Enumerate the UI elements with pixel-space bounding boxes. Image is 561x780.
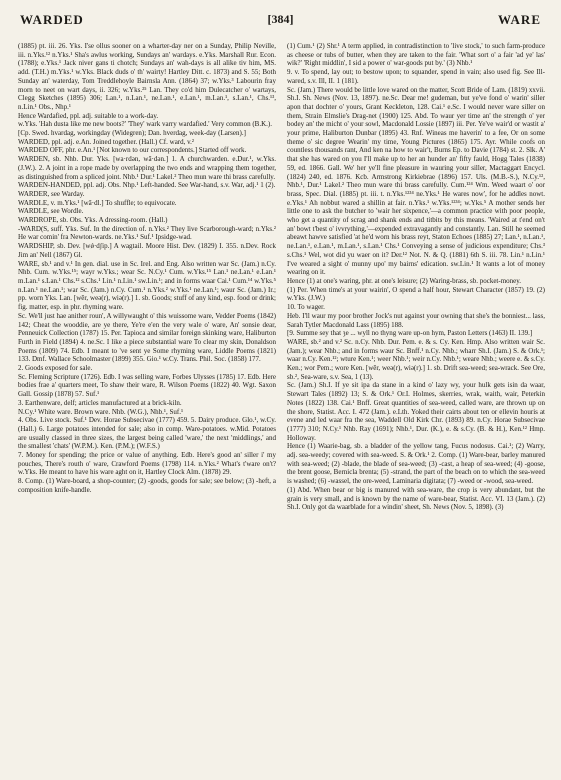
entry-paragraph: WARDROPE, sb. Obs. Yks. A dressing-room. (Hall.) [18,216,168,225]
entry-paragraph: 10. To wager. [287,303,325,312]
entry-paragraph: WARDED, ppl. adj. e.An. Joined together. (Hall.) Cf. ward, v.² [18,137,195,146]
entry-paragraph: WARDEN-HANDED, ppl. adj. Obs. Nhp.¹ Left-handed. See War-hand, s.v. War, adj.¹ 1 (2). [18,181,276,190]
entry-paragraph: Sc. (Jam.) Sh.I. If ye sit ipa da stane in a kind o' lazy wy, your hulk gets isin da waar, Stewart Tales (1892) 13; S. & Ork.¹ Or.I. Holmes, skerries, wrak, waith, wair, Peterkin Notes (1822) 138. Cai.¹ Bnff. Great quantities of sea-weed, called ware, are thrown up on the shore, Statist. Acc. I. 472 (Jam.). e.Lth. Yoked their cairts about ten or ellevin houris at evene and led waar fra the sea, Waddell Old Kirk Chr. (1893) 89. n.Cy. Horae Subsecivae (1777) 310; N.Cy.¹ Nhb. Ray (1691); Nhb.¹, Dur. (K.), e. & s.Cy. (B. & H.), Ken.¹² Hmp. Holloway. [287,381,545,442]
entry-paragraph: Sc. We'll just hae anither roun', A willywaught o' this wuissome ware, Vedder Poems (1842) 142; Cheat the wooddie, are ye there, Ye're e'en the very wale o' ware, An' sonsie dear, Penneuick Collection (1787) 15. Per. Tapioca and similar foreign skinking ware, Haliburton Furth in Field (1894) 4. ne.Sc. I like a piece substantial ware To clear my skin, Donaldson Poems (1809) 74. Edb. I meant to 've sent ye Some rhyming ware, Liddle Poems (1821) 133. Dmf. Wallace Schoolmaster (1899) 355. Gio.¹ w.Cy. Trans. Phil. Soc. (1858) 177. [18,311,276,364]
page-number: [384] [267,12,294,26]
entry-paragraph: WARDER, see Warday. [18,189,85,198]
running-head-left: WARDED [20,12,84,27]
right-column [287,42,545,770]
entry-paragraph: -WARD(S, suff. Yks. Suf. In the direction of. n.Yks.² They live Scarborough-ward; n.Yks.² He war comin' fra Newton-wards. ne.Yks.¹ Suf.¹ Ipsidge-wad. [18,224,276,242]
entry-paragraph: WARDEN, sb. Nhb. Dur. Yks. [wa·rdən, wā·dən.] 1. A churchwarden. e.Dur.¹, w.Yks. (J.W.). 2. A joint in a rope made by overlapping the two ends and wrapping them together, as distinguished from a spliced joint. Nhb.¹ Dur.¹ Lakel.² Theo mun ware thi brass carefully. [18,155,276,181]
entry-paragraph: WARDSHIP, sb. Dev. [wǿ·dʃip.] A wagtail. Moore Hist. Dev. (1829) I. 355. n.Dev. Rock Jim an' Nell (1867) Gl. [18,242,276,259]
entry-paragraph: (1) Cum.¹ (2) Shr.¹ A term applied, in contradistinction to 'live stock,' to such farm-produce as cheese or tubs of butter, when they are taken to the fair. 'What sort o' a fair 'ad ye' las' wik?' 'Right middlin', I sid a power o' war-goods put by.' (3) Nhb.¹ [287,42,545,68]
entry-paragraph: [Cp. Swed. hvardag, workingday (Widegren); Dan. hverdag, week-day (Larsen).] [18,129,246,138]
page-header [20,12,541,32]
entry-paragraph: WARE, sb.¹ and v.¹ In gen. dial. use in Sc. Irel. and Eng. Also written war Sc. (Jam.) n.Cy. Nhb. Cum. w.Yks.¹⁵; wayr w.Yks.; wear Sc. N.Cy.¹ Cum. w.Yks.¹⁵ Lan.¹ ne.Lan.¹ e.Lan.¹ m.Lan.¹ s.Lan.¹ Chs.¹² s.Chs.¹ Lin.¹ n.Lin.¹ sw.Lin.¹; and in forms waar Cai.¹ Cum.¹⁴ w.Yks.⁵ n.Lan.¹ ne.Lan.¹; war Sc. (Jam.) n.Cy. Cum.¹ n.Yks.² w.Yks.¹ ne.Lan.¹; waur Sc. (Jam.) Ir.; pp. worn Yks. Lan. [wēr, weə(r), wiə(r).] 1. sb. Goods; stuff of any kind, esp. food or drink; fig. matter, esp. in phr. rhyming ware. [18,259,276,312]
entry-paragraph: Sc. Fleming Scripture (1726). Edb. I was selling ware, Forbes Ulysses (1785) 17. Edb. Here bodies frae a' quarters meet, To shaw their ware, R. Wilson Poems (1822) 40. Wgt. Saxon Gall. Gossip (1878) 57. Suf.¹ [18,372,276,399]
entry-paragraph: WARDLE, see Wordle. [18,207,84,216]
entry-paragraph: WARDED OFF, phr. e.An.¹ [Not known to our correspondents.] Started off work. [18,146,247,155]
entry-paragraph: Hence (1) Waarie-bag, sb. a bladder of the yellow tang, Fucus nodosus. Cai.¹; (2) Warry, adj. sea-weedy; covered with sea-weed. S. & Ork.¹ 2. Comp. (1) Ware-bear, barley manured with sea-weed; (2) -blade, the blade of sea-weed; (3) -cast, a heap of sea-weed; (4) -goose, the brent goose, Bernicla brenta; (5) -strand, the part of the beach on to which the sea-weed is washed; (6) -wassel, the ore-weed, Laminaria digitata; (7) -weed or -wood, sea-weed. [287,442,545,486]
entry-paragraph: WARE, sb.² and v.² Sc. n.Cy. Nhb. Dur. Pem. e. & s. Cy. Ken. Hmp. Also written wair Sc. (Jam.); wear Nhb.; and in forms waur Sc. Bnff.¹ n.Cy. Nhb.; wharr Sh.I. (Jam.) S. & Ork.¹; waar n.Cy. Ken.¹²; wture Ken.¹; weer Nhb.¹; weir n.Cy. Nhb.¹; weare Nhb.; weere e. & s.Cy. Ken.; wor Pem.; wore Ken. [wēr, weə(r), wiə(r).] 1. sb. Drift sea-weed; sea-wrack. See Ore, sb.², Sea-ware, s.v. Sea, 1 (13). [287,337,545,381]
entry-paragraph: WARDLE, v. m.Yks.¹ [wā·dl.] To shuffle; to equivocate. [18,198,177,207]
entry-paragraph: 3. Earthenware, delf; articles manufactured at a brick-kiln. [18,398,182,407]
entry-paragraph: N.Cy.¹ White ware. Brown ware. Nhb. (W.G.), Nhb.¹, Suf.¹ [18,407,184,416]
running-head-right: WARE [497,12,541,27]
entry-paragraph: 7. Money for spending; the price or value of anything. Edb. Here's good an' siller i' my pouches, There's routh o' ware, Crawford Poems (1798) 114. n.Yks.² What's t'ware on't? w.Yks. He meant to have his ware aght on it, Hartley Clock Alm. (1878) 29. [18,451,276,477]
entry-paragraph: Hence Wardafied, ppl. adj. suitable to a work-day. [18,111,159,120]
left-column [18,42,276,770]
entry-paragraph: Sc. (Jam.) There would be little love wared on the matter, Scott Bride of Lam. (1819) xxvii. Sh.I. Sh. News (Nov. 13, 1897). ne.Sc. Dear me! gudeman, but ye've fond o' warin' siller apon that dochter o' yours, Grant Keckleton, 128. Cai.¹ e.Sc. I would never ware siller on them, Strain Elmslie's Drag-net (1900) 125. Abd. To waur yer time an' the strength o' yer bodey an' the micht o' your sowl, Macdonald Lossie (1897) iii. Per. Ye've wair'd or wastit a' your prime, Haliburton Dunbar (1895) 43. Rnf. Wineas me haverin' to a fee, Or on some theme o' sic degree Wearin' my time, Young Pictures (1865) 175. Ayr. While coofs on countless thousands rant, And ken na how to wair't, Burns Ep. to Davie (1784) st. 2. Slk. A' that she has wared on you I'll make up to her an hunder an' fifty fauld, Hogg Tales (1838) 59, ed. 1866. Gall. We' her ye'll fine pleasure in wauring your siller, Mactaggart Encycl. (1824) 240, ed. 1876. Kcb. Armstrong Kirkiebrae (1896) 157. Uls. (M.B.-S.), N.Cy.¹², Nhb.¹, Dur.¹ Lakel.² Theo mun ware thi brass carefully. Cum.¹²⁴ Wm. Weed waart o' oor brass, Spec. Dial. (1885) pt. iii. t. n.Yks.¹²³⁴ ne.Yks.¹ He wares now', for he addles nowt. e.Yks.¹ Ah nobbut wared a shillin at fair. n.Yks.¹ w.Yks.¹²³⁴; w.Yks.⁵ A mother sends her little one to ask the butcher to 'wair her sixpence,'—a common practice with poor people, who get a quantity of scrag and shank ends and titbits by this means. 'Waired at t'end on't an' bowt t'best o' ivvrything,'—expended extravagantly and constantly. Lan. Still he seemed abeawt hawve satisfied 'at he'd worn his brass reyt, Staton Echoes (1885) 27; Lan.¹, n.Lan.¹, ne.Lan.¹, e.Lan.¹, m.Lan.¹, s.Lan.¹ Chs.¹ Conveying a sense of judicious expenditure; Chs.³ s.Chs.¹ Wel, wot did yu waer on it? Der.¹² Not. N. & Q. (1881) 6th S. iii. 78. Lin.¹ n.Lin.¹ I've weared a sight o' munny upo' my bairns' edication. sw.Lin.¹ It wants a lot of money wearing on it. [287,85,545,277]
entry-paragraph: (1) Per. When time's at your wairin', O spend a half hour, Stewart Character (1857) 19. (2) w.Yks. (J.W.) [287,285,545,303]
entry-paragraph: 9. v. To spend, lay out; to bestow upon; to squander, spend in vain; also used fig. See Ill-wared, s.v. Ill, II. 1 (181). [287,68,545,85]
entry-paragraph: Heb. I'll waur my poor brother Jock's nut against your owning that she's the bonniest... lass, Sarah Tytler Macdonald Lass (1895) 188. [287,311,545,329]
entry-paragraph: (1) Abd. When bear or big is manured with sea-ware, the crop is very abundant, but the grain is very small, and is known by the name of ware-bear, Statist. Acc. VI. 13 (Jam.). (2) Sh.I. Only got da waarblade for a windin' sheet, Sh. News (Nov. 5, 1898). (3) [287,485,545,512]
entry-paragraph: (1885) pt. iii. 26. Yks. I'se ollus sooner on a wharter-day ner on a Sunday, Philip Neville, iii. n.Yks.¹² n.Yks.¹ Sha's awlus working, Sundays an' wardays. e.Yks. Marshall Rur. Econ. (1788); e.Yks.¹ Jack niver gans ti chotch; Sundays an' wah-days is all alike tiv him, MS. add. (T.H.) m.Yks.¹ w.Yks. Black duds o' th' wairty! Hartley Ditt. c. 1873) and S. 55; Both Sunday an' waterday, Tom Treddlehoyle Bairnsla Ann. (1864) 37; w.Yks.³ Labourin fray morn to neet on wart days, ii. 326; w.Yks.²⁵ Lan. They co'd him Dulecatcher o' wartays, Clegg Sketches (1895) 306; Lan.¹, n.Lan.¹, ne.Lan.¹, e.Lan.¹, m.Lan.¹, s.Lan.¹, Chs.¹³, n.Lin.¹ Obs., Nhp.¹ [18,42,276,111]
entry-paragraph: 4. Obs. Live stock. Suf.¹ Dev. Horae Subsecivae (1777) 459. 5. Dairy produce. Glo.¹, w.Cy. (Hall.) 6. Large potatoes intended for sale; also in comp. Ware-potatoes. w.Mid. Potatoes are usually classed in three sizes, the largest being called 'ware,' the next 'middlings,' and the smallest 'chats' (W.P.M.). Ken. (P.M.); (W.F.S.) [18,416,276,451]
entry-paragraph: w.Yks. 'Hah dusta like me new boots?' 'They' wark varry wardafied.' Very common (B.K.). [18,120,272,129]
entry-paragraph: 2. Goods exposed for sale. [18,364,93,373]
entry-paragraph: Hence (1) at one's waring, phr. at one's leisure; (2) Waring-brass, sb. pocket-money. [287,276,522,285]
entry-paragraph: [9. Summe sey that ȝe ... wyll no thyng ware up-on hym, Paston Letters (1463) II. 139.] [287,329,533,338]
entry-paragraph: 8. Comp. (1) Ware-board, a shop-counter; (2) -goods, goods for sale; see below; (3) -heft, a composition knife-handle. [18,477,276,494]
